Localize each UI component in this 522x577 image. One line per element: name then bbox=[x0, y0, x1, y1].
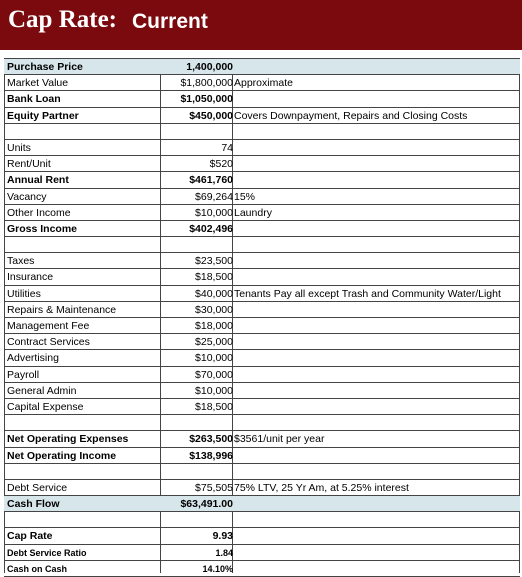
row-label[interactable]: Management Fee bbox=[7, 320, 90, 332]
table-row bbox=[4, 91, 520, 107]
table-row bbox=[4, 367, 520, 383]
table-row bbox=[4, 480, 520, 496]
table-row bbox=[4, 318, 520, 334]
row-note[interactable]: Laundry bbox=[234, 206, 272, 219]
row-value[interactable]: $25,000 bbox=[195, 336, 233, 349]
row-value[interactable]: $520 bbox=[209, 158, 233, 171]
row-label[interactable]: Purchase Price bbox=[7, 61, 83, 73]
row-label[interactable]: Market Value bbox=[7, 77, 69, 90]
table-row bbox=[4, 464, 520, 480]
row-label[interactable]: Taxes bbox=[7, 255, 35, 268]
spreadsheet bbox=[4, 59, 520, 577]
row-value[interactable]: $18,500 bbox=[195, 271, 233, 284]
row-value[interactable]: $70,000 bbox=[195, 368, 233, 381]
row-note[interactable]: 75% LTV, 25 Yr Am, at 5.25% interest bbox=[234, 481, 409, 494]
row-label[interactable]: Rent/Unit bbox=[7, 158, 51, 171]
row-value[interactable]: 74 bbox=[221, 141, 233, 154]
table-row bbox=[4, 350, 520, 366]
row-label[interactable]: Net Operating Expenses bbox=[7, 433, 129, 446]
row-value[interactable]: 9.93 bbox=[212, 530, 233, 543]
table-row bbox=[4, 286, 520, 302]
row-label[interactable]: Equity Partner bbox=[7, 109, 79, 122]
row-note[interactable]: $3561/unit per year bbox=[234, 433, 325, 446]
title-banner bbox=[0, 0, 522, 50]
row-label[interactable]: Units bbox=[7, 141, 31, 154]
row-label[interactable]: Cash Flow bbox=[7, 498, 60, 511]
table-row bbox=[4, 205, 520, 221]
row-value[interactable]: $402,496 bbox=[189, 222, 233, 235]
row-value[interactable]: $461,760 bbox=[189, 174, 233, 187]
table-row bbox=[4, 302, 520, 318]
row-value[interactable]: 1,400,000 bbox=[186, 61, 233, 73]
row-value[interactable]: $69,264 bbox=[195, 190, 233, 203]
row-label[interactable]: Net Operating Income bbox=[7, 449, 117, 462]
row-value[interactable]: $63,491.00 bbox=[180, 498, 233, 511]
page-title: Cap Rate: bbox=[8, 6, 118, 33]
row-label[interactable]: Other Income bbox=[7, 206, 71, 219]
table-row bbox=[4, 221, 520, 237]
row-label[interactable]: Annual Rent bbox=[7, 174, 69, 187]
page-subtitle: Current bbox=[132, 10, 208, 33]
row-note[interactable]: 15% bbox=[234, 190, 256, 203]
row-label[interactable]: Advertising bbox=[7, 352, 59, 365]
row-value[interactable]: $450,000 bbox=[189, 109, 233, 122]
table-row bbox=[4, 189, 520, 205]
row-value[interactable]: $10,000 bbox=[195, 352, 233, 365]
row-label[interactable]: Contract Services bbox=[7, 336, 90, 349]
row-note[interactable]: Covers Downpayment, Repairs and Closing Costs bbox=[234, 109, 468, 122]
row-value[interactable]: $23,500 bbox=[195, 255, 233, 268]
row-label[interactable]: Payroll bbox=[7, 368, 40, 381]
row-label[interactable]: Repairs & Maintenance bbox=[7, 303, 117, 316]
table-row bbox=[4, 140, 520, 156]
table-row bbox=[4, 415, 520, 431]
row-value[interactable]: $1,050,000 bbox=[180, 93, 233, 106]
table-row bbox=[4, 269, 520, 285]
row-note[interactable]: Approximate bbox=[234, 77, 293, 90]
table-row bbox=[4, 75, 520, 91]
row-label[interactable]: Utilities bbox=[7, 287, 41, 300]
row-value[interactable]: $18,000 bbox=[195, 320, 233, 332]
row-value[interactable]: $10,000 bbox=[195, 384, 233, 397]
row-value[interactable]: $1,800,000 bbox=[180, 77, 233, 90]
row-label[interactable]: General Admin bbox=[7, 384, 77, 397]
table-row bbox=[4, 124, 520, 140]
table-row bbox=[4, 496, 520, 512]
table-row bbox=[4, 431, 520, 447]
table-row bbox=[4, 448, 520, 464]
table-row bbox=[4, 399, 520, 415]
table-row bbox=[4, 545, 520, 561]
row-label[interactable]: Debt Service bbox=[7, 481, 68, 494]
row-value[interactable]: $30,000 bbox=[195, 303, 233, 316]
table-row bbox=[4, 237, 520, 253]
row-value[interactable]: 1.84 bbox=[215, 547, 233, 558]
row-value[interactable]: $263,500 bbox=[189, 433, 233, 446]
row-label[interactable]: Vacancy bbox=[7, 190, 47, 203]
row-value[interactable]: $18,500 bbox=[195, 400, 233, 413]
table-row bbox=[4, 156, 520, 172]
row-label[interactable]: Cap Rate bbox=[7, 530, 53, 543]
table-row bbox=[4, 528, 520, 544]
row-value[interactable]: $75,505 bbox=[195, 481, 233, 494]
table-row bbox=[4, 512, 520, 528]
row-note[interactable]: Tenants Pay all except Trash and Community Water/Light bbox=[234, 287, 501, 300]
table-row bbox=[4, 383, 520, 399]
row-label[interactable]: Bank Loan bbox=[7, 93, 61, 106]
row-value[interactable]: $138,996 bbox=[189, 449, 233, 462]
table-row bbox=[4, 253, 520, 269]
row-value[interactable]: $10,000 bbox=[195, 206, 233, 219]
row-label[interactable]: Cash on Cash bbox=[7, 563, 68, 574]
row-value[interactable]: 14.10% bbox=[202, 563, 233, 574]
table-row bbox=[4, 334, 520, 350]
table-row bbox=[4, 172, 520, 188]
row-label[interactable]: Gross Income bbox=[7, 222, 78, 235]
row-label[interactable]: Capital Expense bbox=[7, 400, 84, 413]
row-label[interactable]: Debt Service Ratio bbox=[7, 547, 87, 558]
row-label[interactable]: Insurance bbox=[7, 271, 54, 284]
table-row bbox=[4, 59, 520, 75]
table-row bbox=[4, 108, 520, 124]
row-value[interactable]: $40,000 bbox=[195, 287, 233, 300]
